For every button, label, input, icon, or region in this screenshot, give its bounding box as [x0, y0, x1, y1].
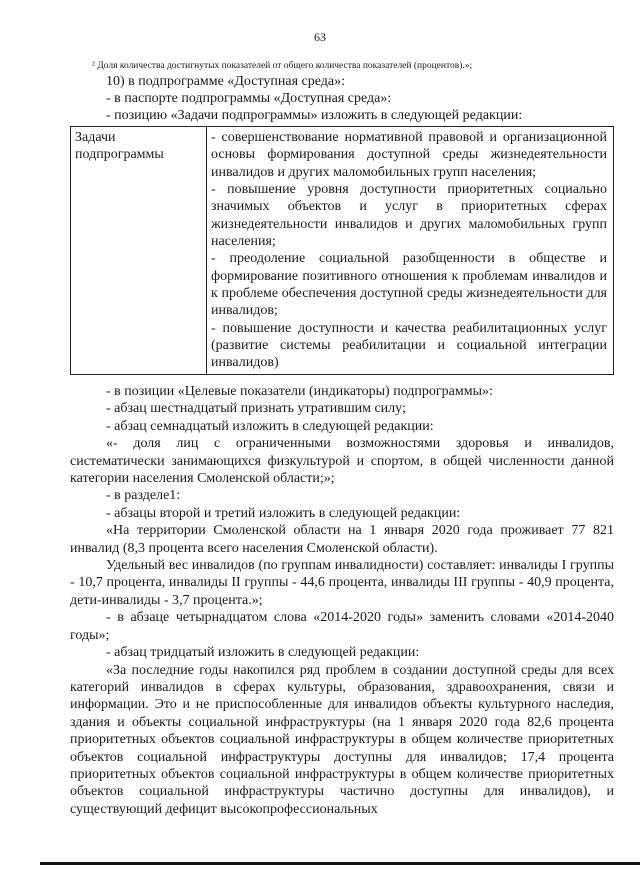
table-item: - преодоление социальной разобщенности в обществе и формирование позитивного отношения к проблемам инвалидов и к проблеме обеспечения доступной среды жизнедеятельности для инвалидов; — [211, 251, 607, 319]
paragraph: Удельный вес инвалидов (по группам инвалидности) составляет: инвалиды I группы - 10,7 процента, инвалиды II группы - 44,6 процента, инвалиды III группы - 40,9 процента, дети-инвалиды - 3,7 процента.»; — [70, 558, 614, 608]
table-label: Задачи подпрограммы — [75, 130, 164, 162]
paragraph: «За последние годы накопился ряд проблем в создании доступной среды для всех категорий инвалидов в сферах культуры, образования, здравоохранения, связи и информации. Это и не приспособленные для инвалидов объекты культурного наследия, здания и объекты социальной инфраструктуры (на 1 января 2020 года 82,6 процента приоритетных объектов социальной инфраструктуры в общем количестве приоритетных объектов социальной инфраструктуры доступны для инвалидов; 17,4 процента приоритетных объектов социальной инфраструктуры в общем количестве приоритетных объектов социальной инфраструктуры частично доступны для инвалидов), и существующий дефицит высокопрофессиональных — [70, 662, 614, 817]
intro-line-3: - позицию «Задачи подпрограммы» изложить в следующей редакции: — [106, 108, 523, 123]
paragraph: - в разделе1: — [106, 488, 181, 504]
page-number: 63 — [314, 30, 326, 44]
table-items — [211, 129, 607, 372]
paragraph: - абзац семнадцатый изложить в следующей редакции: — [106, 418, 434, 434]
tasks-table — [70, 126, 614, 375]
paragraph: - в позиции «Целевые показатели (индикаторы) подпрограммы»: — [106, 384, 493, 399]
intro-line-1: 10) в подпрограмме «Доступная среда»: — [106, 74, 346, 89]
paragraph: «На территории Смоленской области на 1 января 2020 года проживает 77 821 инвалид (8,3 процента всего населения Смоленской области). — [70, 523, 614, 556]
intro-line-2: - в паспорте подпрограммы «Доступная среда»: — [106, 91, 392, 106]
table-item: - повышение доступности и качества реабилитационных услуг (развитие системы реабилитации и социальной интеграции инвалидов) — [211, 320, 607, 371]
table-divider — [206, 127, 207, 374]
table-item: - совершенствование нормативной правовой и организационной основы формирования доступной среды жизнедеятельности инвалидов и других маломобильных групп населения; — [211, 130, 607, 180]
footnote: ² Доля количества достигнутых показателей от общего количества показателей (процентов).»; — [92, 61, 473, 71]
paragraph: - абзац шестнадцатый признать утратившим силу; — [106, 401, 406, 417]
table-item: - повышение уровня доступности приоритетных социально значимых объектов и услуг в приоритетных сферах жизнедеятельности инвалидов и других маломобильных групп населения; — [211, 182, 607, 250]
bottom-rule — [40, 862, 640, 865]
body-text — [70, 383, 614, 818]
paragraph: - в абзаце четырнадцатом слова «2014-2020 годы» заменить словами «2014-2040 годы»; — [70, 610, 614, 643]
paragraph: - абзац тридцатый изложить в следующей редакции: — [106, 645, 420, 661]
paragraph: «- доля лиц с ограниченными возможностями здоровья и инвалидов, систематически занимающихся физкультурой и спортом, в общей численности данной категории населения Смоленской области;»; — [70, 436, 614, 487]
paragraph: - абзацы второй и третий изложить в следующей редакции: — [106, 505, 461, 521]
